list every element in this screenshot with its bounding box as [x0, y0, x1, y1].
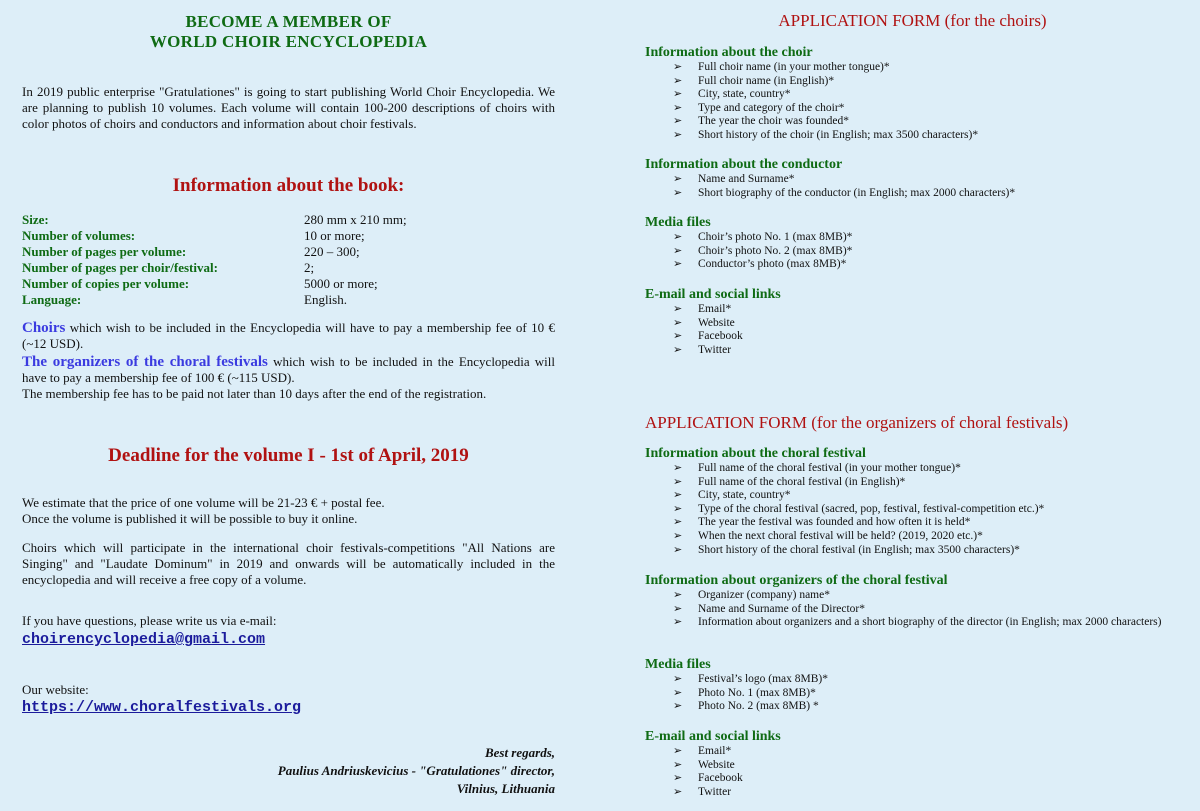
field-list — [645, 462, 1180, 557]
field-list — [645, 61, 1180, 143]
deadline-heading: Deadline for the volume I - 1st of April, 2019 — [108, 445, 469, 466]
field-label: Twitter — [698, 343, 732, 356]
field-list — [645, 673, 1180, 714]
field-label: The year the festival was founded and how often it is held* — [698, 516, 971, 529]
festival-section-info — [645, 446, 1180, 557]
fee-organizers-text: which wish to be included in the Encyclopedia will have to pay a membership fee of 100 € (~115 USD). — [22, 354, 555, 385]
spec-value: 5000 or more; — [304, 276, 378, 291]
field-label: City, state, country* — [698, 489, 791, 502]
spec-row — [22, 260, 555, 276]
fee-organizers-lead: The organizers of the choral festivals — [22, 354, 268, 370]
signature-location: Vilnius, Lithuania — [456, 781, 555, 796]
list-item — [645, 616, 1180, 630]
field-list — [645, 745, 1180, 799]
arrow-bullet-icon: ➢ — [673, 316, 683, 329]
festival-section-organizers — [645, 573, 1180, 630]
field-label: Conductor’s photo (max 8MB)* — [698, 258, 847, 271]
list-item — [645, 173, 1180, 187]
choir-form-title: APPLICATION FORM (for the choirs) — [778, 11, 1047, 30]
website-link[interactable] — [22, 698, 301, 716]
arrow-bullet-icon: ➢ — [673, 74, 683, 87]
field-label: When the next choral festival will be held? (2019, 2020 etc.)* — [698, 529, 983, 542]
section-title: Information about organizers of the choral festival — [645, 573, 948, 588]
list-item — [645, 745, 1180, 759]
list-item — [645, 258, 1180, 272]
field-label: Information about organizers and a short biography of the director (in English; max 2000 characters) — [698, 616, 1162, 629]
fee-choirs-text: which wish to be included in the Encyclopedia will have to pay a membership fee of 10 € (~12 USD). — [22, 320, 555, 351]
list-item — [645, 503, 1180, 517]
field-label: Short biography of the conductor (in English; max 2000 characters)* — [698, 186, 1016, 199]
contact-email-link[interactable] — [22, 630, 265, 648]
arrow-bullet-icon: ➢ — [673, 745, 683, 757]
arrow-bullet-icon: ➢ — [673, 785, 683, 798]
arrow-bullet-icon: ➢ — [673, 330, 683, 343]
field-list — [645, 173, 1180, 200]
list-item — [645, 700, 1180, 714]
questions-text: If you have questions, please write us via e-mail: — [22, 613, 277, 628]
field-label: Full choir name (in English)* — [698, 74, 835, 87]
choir-section-media — [645, 215, 1180, 272]
field-label: Name and Surname* — [698, 173, 795, 185]
field-label: Facebook — [698, 772, 743, 785]
choir-section-social — [645, 287, 1180, 357]
field-list — [645, 303, 1180, 357]
arrow-bullet-icon: ➢ — [673, 686, 683, 699]
list-item — [645, 462, 1180, 476]
price-line-2: Once the volume is published it will be possible to buy it online. — [22, 511, 358, 526]
arrow-bullet-icon: ➢ — [673, 589, 683, 601]
fee-deadline-paragraph: The membership fee has to be paid not later than 10 days after the end of the registration. — [22, 386, 487, 401]
list-item — [645, 589, 1180, 603]
spec-value: 10 or more; — [304, 228, 365, 243]
arrow-bullet-icon: ➢ — [673, 462, 683, 474]
spec-value: 220 – 300; — [304, 244, 360, 259]
field-label: Full name of the choral festival (in your mother tongue)* — [698, 462, 961, 474]
arrow-bullet-icon: ➢ — [673, 173, 683, 185]
field-label: Photo No. 2 (max 8MB) * — [698, 700, 819, 713]
list-item — [645, 603, 1180, 617]
spec-value: 2; — [304, 260, 315, 275]
list-item — [645, 687, 1180, 701]
field-list — [645, 589, 1180, 630]
website-label: Our website: — [22, 682, 89, 697]
title-line-1: BECOME A MEMBER OF — [185, 12, 392, 31]
field-label: Organizer (company) name* — [698, 589, 830, 601]
spec-value: 280 mm x 210 mm; — [304, 212, 407, 227]
spec-row — [22, 244, 555, 260]
arrow-bullet-icon: ➢ — [673, 673, 683, 685]
arrow-bullet-icon: ➢ — [673, 258, 683, 271]
arrow-bullet-icon: ➢ — [673, 303, 683, 315]
fee-choirs-paragraph — [22, 320, 555, 352]
spec-value: English. — [304, 292, 347, 307]
list-item — [645, 245, 1180, 259]
arrow-bullet-icon: ➢ — [673, 101, 683, 114]
section-title: E-mail and social links — [645, 287, 781, 302]
list-item — [645, 115, 1180, 129]
list-item — [645, 317, 1180, 331]
spec-label: Number of pages per volume: — [22, 244, 187, 259]
arrow-bullet-icon: ➢ — [673, 115, 683, 128]
list-item — [645, 187, 1180, 201]
signature-name: Paulius Andriuskevicius - "Gratulationes" director, — [277, 763, 555, 778]
list-item — [645, 772, 1180, 786]
field-label: Choir’s photo No. 1 (max 8MB)* — [698, 231, 853, 243]
arrow-bullet-icon: ➢ — [673, 602, 683, 615]
arrow-bullet-icon: ➢ — [673, 516, 683, 529]
field-label: Short history of the choir (in English; max 3500 characters)* — [698, 128, 979, 141]
field-label: Type and category of the choir* — [698, 101, 845, 114]
field-label: Website — [698, 316, 735, 329]
list-item — [645, 786, 1180, 800]
arrow-bullet-icon: ➢ — [673, 128, 683, 141]
field-list — [645, 231, 1180, 272]
arrow-bullet-icon: ➢ — [673, 543, 683, 556]
book-info-heading: Information about the book: — [172, 175, 405, 196]
title-line-2: WORLD CHOIR ENCYCLOPEDIA — [149, 32, 428, 51]
choir-section-info — [645, 45, 1180, 143]
list-item — [645, 129, 1180, 143]
intro-paragraph: In 2019 public enterprise "Gratulationes" is going to start publishing World Choir Encyclopedia. We are planning to publish 10 volumes. Each volume will contain 100-200 descriptions of choirs with color photos of choirs and conductors and information about choir festivals. — [22, 84, 555, 131]
list-item — [645, 88, 1180, 102]
field-label: Name and Surname of the Director* — [698, 602, 866, 615]
list-item — [645, 530, 1180, 544]
section-title: Media files — [645, 657, 711, 672]
list-item — [645, 759, 1180, 773]
fee-organizers-paragraph — [22, 354, 555, 386]
arrow-bullet-icon: ➢ — [673, 616, 683, 629]
price-paragraph — [22, 495, 555, 527]
section-title: Media files — [645, 215, 711, 230]
section-title: E-mail and social links — [645, 729, 781, 744]
arrow-bullet-icon: ➢ — [673, 489, 683, 502]
section-title: Information about the choral festival — [645, 446, 866, 461]
choir-section-conductor — [645, 157, 1180, 200]
price-line-1: We estimate that the price of one volume will be 21-23 € + postal fee. — [22, 495, 385, 510]
festivals-paragraph: Choirs which will participate in the international choir festivals-competitions "All Nations are Singing" and "Laudate Dominum" in 2019 and onwards will be automatically included in the encyclopedia and will receive a free copy of a volume. — [22, 540, 555, 587]
fee-choirs-lead: Choirs — [22, 320, 66, 336]
arrow-bullet-icon: ➢ — [673, 231, 683, 243]
signature — [22, 744, 555, 798]
spec-label: Language: — [22, 292, 82, 307]
field-label: Full choir name (in your mother tongue)* — [698, 61, 890, 73]
field-label: Website — [698, 758, 735, 771]
signature-greeting: Best regards, — [484, 745, 555, 760]
spec-label: Number of copies per volume: — [22, 276, 190, 291]
field-label: Facebook — [698, 330, 743, 343]
arrow-bullet-icon: ➢ — [673, 88, 683, 101]
arrow-bullet-icon: ➢ — [673, 186, 683, 199]
arrow-bullet-icon: ➢ — [673, 61, 683, 73]
page-title — [22, 12, 555, 52]
arrow-bullet-icon: ➢ — [673, 244, 683, 257]
list-item — [645, 489, 1180, 503]
spec-row — [22, 276, 555, 292]
arrow-bullet-icon: ➢ — [673, 772, 683, 785]
field-label: Short history of the choral festival (in English; max 3500 characters)* — [698, 543, 1020, 556]
arrow-bullet-icon: ➢ — [673, 758, 683, 771]
arrow-bullet-icon: ➢ — [673, 502, 683, 515]
arrow-bullet-icon: ➢ — [673, 700, 683, 713]
field-label: Photo No. 1 (max 8MB)* — [698, 686, 816, 699]
field-label: Full name of the choral festival (in English)* — [698, 475, 906, 488]
field-label: Choir’s photo No. 2 (max 8MB)* — [698, 244, 853, 257]
arrow-bullet-icon: ➢ — [673, 475, 683, 488]
festival-section-social — [645, 729, 1180, 799]
list-item — [645, 330, 1180, 344]
list-item — [645, 476, 1180, 490]
field-label: City, state, country* — [698, 88, 791, 101]
list-item — [645, 61, 1180, 75]
website-link-text[interactable]: https://www.choralfestivals.org — [22, 699, 302, 716]
book-specs — [22, 212, 555, 308]
spec-row — [22, 228, 555, 244]
spec-label: Size: — [22, 212, 49, 227]
email-link-text[interactable]: choirencyclopedia@gmail.com — [22, 631, 266, 648]
list-item — [645, 303, 1180, 317]
list-item — [645, 102, 1180, 116]
field-label: The year the choir was founded* — [698, 115, 850, 128]
list-item — [645, 516, 1180, 530]
field-label: Twitter — [698, 785, 732, 798]
section-title: Information about the conductor — [645, 157, 843, 172]
list-item — [645, 231, 1180, 245]
list-item — [645, 544, 1180, 558]
spec-row — [22, 292, 555, 308]
spec-label: Number of pages per choir/festival: — [22, 260, 218, 275]
list-item — [645, 673, 1180, 687]
arrow-bullet-icon: ➢ — [673, 529, 683, 542]
list-item — [645, 75, 1180, 89]
field-label: Email* — [698, 303, 732, 315]
festival-form-title: APPLICATION FORM (for the organizers of choral festivals) — [645, 413, 1069, 432]
spec-row — [22, 212, 555, 228]
field-label: Festival’s logo (max 8MB)* — [698, 673, 829, 685]
festival-section-media — [645, 657, 1180, 714]
field-label: Email* — [698, 745, 732, 757]
section-title: Information about the choir — [645, 45, 813, 60]
arrow-bullet-icon: ➢ — [673, 343, 683, 356]
spec-label: Number of volumes: — [22, 228, 136, 243]
field-label: Type of the choral festival (sacred, pop, festival, festival-competition etc.)* — [698, 502, 1045, 515]
list-item — [645, 344, 1180, 358]
